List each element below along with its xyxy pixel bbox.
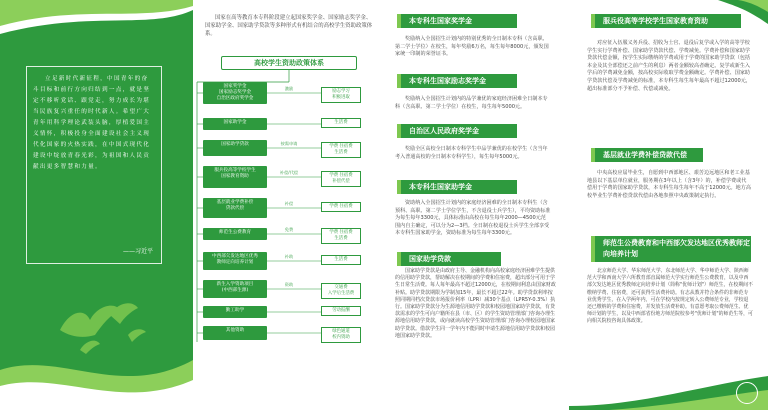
- quote-panel: [0, 0, 193, 410]
- flowchart-benefit: 学费 住宿费: [321, 202, 361, 212]
- flowchart-benefit: 生活费: [321, 118, 361, 128]
- flowchart-benefit: 劳动报酬: [321, 306, 361, 316]
- flowchart-policy-item: 其他资助: [203, 326, 267, 340]
- flowchart-benefit: 绿色通道 校内资助: [321, 327, 361, 343]
- flowchart-policy-item: 国家奖学金 国家励志奖学金 自治区政府奖学金: [203, 82, 267, 104]
- flowchart-policy-item: 师范生公费教育: [203, 228, 267, 240]
- section-body: 奖励纳入全国招生计划内的特别优秀的全日制本专科（含高职、第二学士学位）在校生，每年奖励6万名，每生每年8000元，颁发国家统一印制的荣誉证书。: [395, 36, 549, 58]
- flowchart-benefit: 学费 住宿费 生活费: [321, 228, 361, 244]
- scholarship-panel: [381, 0, 569, 410]
- section-body: 资助纳入全国招生计划内的家庭经济困难的全日制本专科生（含预科、高职、第二学士学位学生，不含退役士兵学生），平均资助标准为每生每年3300元，具体标准由高校在每生每年2000—4500元范围内自主确定，可以分为2—3档。全日制在校退役士兵学生全部享受本专科生国家助学金，资助标准为每生每年3300元。: [395, 200, 551, 237]
- flowchart-connector-label: 补偿/代偿: [279, 170, 299, 175]
- flowchart-connector-label: 按需申请: [280, 141, 298, 146]
- section-body: 国家助学贷款是由政府主导、金融机构向高校家庭经济困难学生提供的信用助学贷款，帮助解决在校期间的学费和住宿费，超出部分可用于学生日常生活费。每人每年最高不超过12000元，在校期间利息由国家财政补贴。助学贷款期限为学制加15年，最长不超过22年。助学贷款利率按照同期同档次贷款市场报价利率（LPR）减30个基点（LPR5Y-0.3%）执行。国家助学贷款分为生源地信用助学贷款和校园地国家助学贷款，有贷款需求的学生可向户籍所在县（市、区）的学生资助管理部门咨询办理生源地信用助学贷款，或向就读高校学生资助管理部门咨询办理校园地国家助学贷款。借款学生同一学年内不能同时申请生源地信用助学贷款和校园地国家助学贷款。: [395, 268, 556, 339]
- flowchart-benefit: 励志学习 积极进取: [321, 87, 361, 103]
- flowchart-policy-item: 国家助学金: [203, 118, 267, 130]
- section-heading: 本专科生国家奖学金: [401, 14, 517, 28]
- flowchart-policy-item: 基层就业学费补偿 贷款代偿: [203, 198, 267, 218]
- section-body: 对应征入伍服义务兵役、招收为士官、退役后复学或入学的高等学校学生实行学费补偿、国家助学贷款代偿、学费减免。学费补偿和国家助学贷款代偿金额，按学生实际缴纳的学费或用于学费的国家助学贷款（包括本金及其全部偿还之前产生的利息）两者金额较高者确定。复学或新生入学后的学费减免金额，按高校实际收取学费金额确定。学费补偿、国家助学贷款代偿及学费减免的标准，本专科生每生每年最高不超过12000元，超出标准部分不予补偿、代偿或减免。: [587, 40, 751, 92]
- flowchart-policy-item: 勤工助学: [203, 306, 267, 318]
- flowchart-connector-label: 资助: [284, 282, 294, 287]
- policy-system-panel: [193, 0, 381, 410]
- section-body: 中央高校应届毕业生，自愿到中西部地区、艰苦边远地区和老工业基地县以下基层单位就业，服务期在3年以上（含3年）的，补偿学费或代偿用于学费的国家助学贷款，本专科生每生每年不高于12000元。地方高校毕业生学费补偿贷款代偿由各地参照中央政策制定执行。: [587, 170, 751, 199]
- section-heading: 本专科生国家励志奖学金: [401, 74, 517, 88]
- flowchart-connector-label: 补助: [284, 254, 294, 259]
- section-body: 奖励全区高校全日制本专科学生中品学兼优的在校学生（含当年考入普通高校的全日制本专科学生），每生每年5000元。: [395, 146, 548, 160]
- quote-signature: ——习近平: [122, 248, 153, 255]
- flowchart-benefit: 学费 住宿费 补偿代偿: [321, 171, 361, 187]
- flowchart-policy-item: 中西部欠发达地区优秀 教师定向培养计划: [203, 252, 267, 270]
- section-heading: 本专科生国家助学金: [401, 180, 517, 194]
- flowchart-title: 高校学生资助政策体系: [221, 56, 357, 70]
- flowchart-connector-label: 免费: [284, 227, 294, 232]
- wave-bottom-decoration: [0, 320, 193, 410]
- wave-top-decoration: [0, 0, 193, 42]
- flowchart-connector-label: 激励: [284, 86, 294, 91]
- section-heading: 基层就业学费补偿贷款代偿: [595, 148, 703, 162]
- flowchart-policy-item: 国家助学贷款: [203, 140, 267, 156]
- section-heading: 师范生公费教育和中西部欠发达地区优秀教师定向培养计划: [595, 236, 751, 262]
- section-heading: 国家助学贷款: [401, 252, 501, 266]
- section-body: 奖励纳入全国招生计划内的品学兼优的家庭经济困难全日制本专科（含高职、第二学士学位）在校生，每生每年5000元。: [395, 96, 548, 110]
- section-heading: 服兵役高等学校学生国家教育资助: [595, 14, 741, 28]
- flowchart-policy-item: 新生入学资助项目 (中西部生源): [203, 280, 267, 298]
- section-body: 北京师范大学、华东师范大学、东北师范大学、华中师范大学、陕西师范大学和西南大学六所教育部直属师范大学实行师范生公费教育，以及中西部欠发达地区优秀教师定向培养计划（简称"优师计划"）师范生，在校期间不缴纳学费、住宿费，还可获得生活费补助。有志从教并符合条件的非师范专业优秀学生，在入学两年内，可在学校内按规定转入公费师范专业，学校退还已缴纳的学费和住宿费，并发放生活费补助。有意愿考取公费师范生、优师计划的学生，以及中西部省份地方师范院校参考"优师计划"的师范生等，可向相关院校咨询具体政策。: [587, 268, 753, 325]
- policy-intro: 国家在高等教育本专科阶段建立起国家奖学金、国家励志奖学金、国家助学金、国家助学贷款等多种形式有机结合的高校学生资助政策体系。: [205, 15, 373, 37]
- flowchart-connector-label: 补偿: [284, 201, 294, 206]
- quote-text: 立足新时代新征程，中国青年的奋斗目标和前行方向归结到一点，就是坚定不移听党话、跟党走，努力成长为堪当民族复兴重任的时代新人。希望广大青年用科学理论武装头脑，厚植爱国主义情怀，积极投身全面建设社会主义现代化国家的火热实践，在中国式现代化建设中绽放青春光彩，为祖国和人民贡献出更多智慧和力量。: [33, 76, 151, 170]
- flowchart-benefit: 生活费: [321, 255, 361, 265]
- seal-emblem: [736, 382, 758, 404]
- quote-box: [26, 66, 162, 264]
- flowchart-policy-item: 服兵役高等学校学生 国家教育资助: [203, 166, 267, 188]
- flowchart-benefit: 学费 住宿费 生活费: [321, 142, 361, 158]
- section-heading: 自治区人民政府奖学金: [401, 124, 517, 138]
- aid-panel: [569, 0, 768, 410]
- flowchart-benefit: 交通费 入学后生活费: [321, 283, 361, 299]
